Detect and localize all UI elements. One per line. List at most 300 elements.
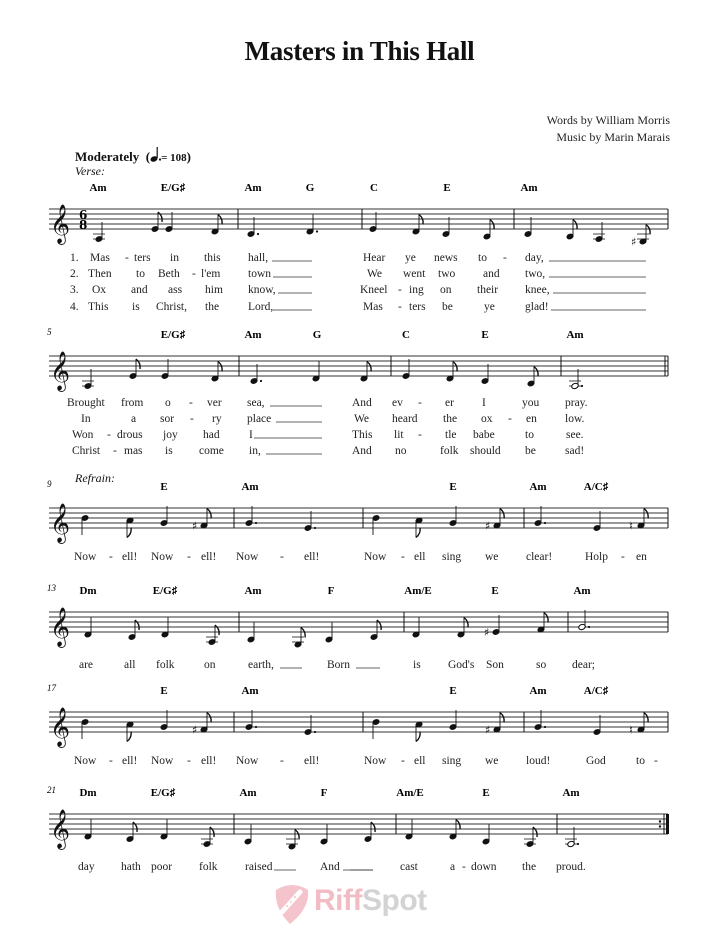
lyric-syllable: a — [450, 861, 456, 873]
lyric-syllable: knee, — [525, 284, 550, 296]
chord-symbol: Am — [529, 685, 547, 697]
lyric-syllable: This — [352, 429, 373, 441]
lyric-syllable: on — [440, 284, 452, 296]
lyric-syllable: folk — [440, 445, 459, 457]
lyric-syllable: - — [401, 755, 405, 767]
lyric-syllable: - — [107, 429, 111, 441]
lyric-syllable: ell! — [201, 551, 217, 563]
lyric-syllable: ev — [392, 397, 403, 409]
lyric-syllable: no — [395, 445, 407, 457]
accidental-icon: ♯ — [192, 519, 198, 533]
lyric-syllable: be — [525, 445, 536, 457]
lyric-syllable: a — [131, 413, 137, 425]
chord-symbol: G — [312, 329, 322, 341]
lyric-syllable: Mas — [90, 252, 110, 264]
lyric-syllable: o — [165, 397, 171, 409]
measure-number: 5 — [47, 327, 52, 337]
lyric-syllable: know, — [248, 284, 276, 296]
lyric-syllable: - — [508, 413, 512, 425]
lyric-syllable: is — [132, 301, 140, 313]
accidental-icon: ♮ — [629, 519, 633, 533]
chord-symbol: E/G♯ — [160, 182, 186, 194]
note — [534, 710, 546, 731]
note — [325, 623, 333, 644]
note — [160, 820, 168, 841]
refrain-label: Refrain: — [75, 471, 115, 485]
lyric-syllable: Son — [486, 659, 504, 671]
note — [449, 820, 460, 841]
lyric-syllable: went — [403, 268, 426, 280]
lyric-syllable: ell! — [304, 551, 320, 563]
staff-system — [49, 182, 668, 313]
note — [247, 623, 255, 644]
chord-symbol: Am/E — [404, 585, 432, 597]
lyric-syllable: ell — [414, 551, 426, 563]
lyric-syllable: the — [443, 413, 458, 425]
treble-clef-icon: 𝄞 — [50, 351, 71, 391]
lyric-syllable: - — [418, 397, 422, 409]
accidental-icon: ♮ — [629, 723, 633, 737]
guitar-pick-logo-icon — [272, 882, 312, 926]
lyric-syllable: loud! — [526, 755, 551, 767]
accidental-icon: ♯ — [631, 235, 637, 249]
note — [192, 509, 211, 533]
lyric-syllable: folk — [156, 659, 175, 671]
chord-symbol: E — [449, 481, 457, 493]
chord-symbol: Dm — [79, 787, 97, 799]
note — [566, 220, 577, 241]
note — [286, 830, 299, 851]
note — [369, 212, 377, 233]
repeat-dot — [659, 820, 661, 822]
lyric-syllable: day, — [525, 252, 544, 264]
lyric-syllable: in, — [249, 445, 261, 457]
lyric-syllable: And — [320, 861, 340, 873]
note — [126, 721, 134, 742]
lyric-syllable: 3. — [70, 284, 79, 296]
lyric-syllable: - — [113, 445, 117, 457]
treble-clef-icon: 𝄞 — [50, 204, 71, 244]
watermark-text: RiffSpot — [314, 884, 427, 917]
measure-number: 13 — [47, 583, 56, 593]
lyric-syllable: - — [401, 551, 405, 563]
lyric-syllable: and — [483, 268, 500, 280]
lyric-syllable: sea, — [247, 397, 265, 409]
lyric-syllable: proud. — [556, 861, 586, 873]
lyric-syllable: is — [165, 445, 173, 457]
staff-system — [47, 683, 668, 767]
lyric-syllable: drous — [117, 429, 143, 441]
lyric-syllable: sing — [442, 551, 462, 563]
lyric-syllable: - — [109, 755, 113, 767]
lyric-syllable: Won — [72, 429, 94, 441]
lyric-syllable: - — [280, 551, 284, 563]
lyric-syllable: day — [78, 861, 95, 873]
chord-symbol: Am — [529, 481, 547, 493]
note — [250, 364, 262, 385]
note — [211, 215, 222, 236]
note — [160, 506, 168, 527]
note — [565, 827, 579, 848]
chord-symbol: G — [305, 182, 315, 194]
lyric-syllable: This — [88, 301, 109, 313]
staff-system — [47, 785, 669, 873]
lyric-syllable: mas — [124, 445, 143, 457]
chord-symbol: E — [491, 585, 499, 597]
lyric-syllable: so — [536, 659, 547, 671]
chord-symbol: Am — [244, 585, 262, 597]
lyric-syllable: to — [636, 755, 645, 767]
lyric-syllable: you — [522, 397, 540, 409]
lyric-syllable: ell! — [122, 755, 138, 767]
chord-symbol: E/G♯ — [150, 787, 176, 799]
note — [524, 217, 532, 238]
lyric-syllable: ye — [405, 252, 416, 264]
note — [527, 367, 538, 388]
lyric-syllable: be — [442, 301, 453, 313]
note — [201, 827, 214, 848]
lyric-syllable: cast — [400, 861, 418, 873]
staff-system — [47, 583, 668, 671]
note — [629, 509, 648, 533]
lyric-syllable: ell! — [201, 755, 217, 767]
lyric-syllable: - — [280, 755, 284, 767]
lyric-syllable: - — [398, 301, 402, 313]
note — [206, 625, 219, 646]
note — [449, 710, 457, 731]
note — [485, 713, 504, 737]
note — [84, 618, 92, 639]
chord-symbol: C — [370, 182, 378, 194]
music-credit: Music by Marin Marais — [556, 130, 670, 144]
note — [82, 369, 94, 390]
chord-symbol: Am — [239, 787, 257, 799]
lyric-syllable: Now — [74, 551, 97, 563]
chord-symbol: F — [320, 787, 328, 799]
note — [534, 506, 546, 527]
note — [457, 618, 468, 639]
treble-clef-icon: 𝄞 — [50, 503, 71, 543]
note — [412, 618, 420, 639]
lyric-syllable: 2. — [70, 268, 79, 280]
tempo-label: Moderately — [75, 149, 140, 164]
note — [481, 364, 489, 385]
lyric-syllable: Now — [151, 551, 174, 563]
lyric-syllable: and — [131, 284, 148, 296]
lyric-syllable: glad! — [525, 301, 549, 313]
chord-symbol: Am — [562, 787, 580, 799]
note — [482, 825, 490, 846]
lyric-syllable: Holp — [585, 551, 608, 563]
measure-number: 9 — [47, 479, 52, 489]
lyric-syllable: We — [354, 413, 370, 425]
note — [415, 721, 423, 742]
time-sig-bottom: 8 — [79, 218, 88, 232]
lyric-syllable: ox — [481, 413, 493, 425]
chord-symbol: Am/E — [396, 787, 424, 799]
lyric-syllable: Now — [364, 551, 387, 563]
lyric-syllable: er — [445, 397, 454, 409]
lyric-syllable: I — [482, 397, 486, 409]
lyric-syllable: ry — [212, 413, 222, 425]
lyric-syllable: We — [367, 268, 383, 280]
lyric-syllable: the — [205, 301, 220, 313]
note — [593, 511, 601, 532]
lyric-syllable: to — [136, 268, 145, 280]
lyric-syllable: sing — [442, 755, 462, 767]
lyric-syllable: - — [190, 413, 194, 425]
lyric-syllable: en — [526, 413, 537, 425]
lyric-syllable: ters — [409, 301, 426, 313]
chord-symbol: Am — [520, 182, 538, 194]
note — [245, 710, 257, 731]
lyric-syllable: this — [204, 252, 221, 264]
lyric-syllable: ye — [484, 301, 495, 313]
note — [372, 514, 380, 535]
lyric-syllable: place — [247, 413, 272, 425]
time-sig-top: 6 — [79, 208, 88, 222]
chord-symbol: E/G♯ — [160, 329, 186, 341]
lyric-syllable: - — [192, 268, 196, 280]
note — [84, 820, 92, 841]
lyric-syllable: en — [636, 551, 647, 563]
chord-symbol: E — [160, 481, 168, 493]
note — [161, 618, 169, 639]
note — [244, 825, 252, 846]
lyric-syllable: hall, — [248, 252, 269, 264]
treble-clef-icon: 𝄞 — [50, 809, 71, 849]
note — [569, 369, 583, 390]
chord-symbol: E — [481, 329, 489, 341]
lyric-syllable: him — [205, 284, 223, 296]
lyric-syllable: poor — [151, 861, 173, 873]
chord-symbol: Am — [89, 182, 107, 194]
tempo-marking: Moderately ( = 108) — [75, 149, 191, 164]
accidental-icon: ♯ — [192, 723, 198, 737]
lyric-syllable: ell — [414, 755, 426, 767]
lyric-syllable: earth, — [248, 659, 274, 671]
lyric-syllable: l'em — [201, 268, 221, 280]
lyric-syllable: Now — [74, 755, 97, 767]
lyric-syllable: folk — [199, 861, 218, 873]
lyric-syllable: had — [203, 429, 220, 441]
lyric-syllable: - — [418, 429, 422, 441]
note — [364, 822, 375, 843]
note — [247, 217, 259, 238]
lyric-syllable: Born — [327, 659, 350, 671]
lyric-syllable: pray. — [565, 397, 588, 409]
chord-symbol: Am — [244, 182, 262, 194]
note — [483, 220, 494, 241]
lyric-syllable: to — [478, 252, 487, 264]
accidental-icon: ♯ — [485, 723, 491, 737]
lyric-syllable: we — [485, 551, 499, 563]
chord-symbol: A/C♯ — [583, 685, 609, 697]
lyric-syllable: two, — [525, 268, 546, 280]
lyric-syllable: is — [413, 659, 421, 671]
lyric-syllable: Then — [88, 268, 112, 280]
lyric-syllable: - — [109, 551, 113, 563]
lyric-syllable: I — [249, 429, 253, 441]
accidental-icon: ♯ — [485, 519, 491, 533]
lyric-syllable: all — [124, 659, 136, 671]
repeat-dot — [659, 825, 661, 827]
lyric-syllable: Now — [236, 551, 259, 563]
lyric-syllable: ing — [409, 284, 424, 296]
lyric-syllable: heard — [392, 413, 418, 425]
note — [442, 217, 450, 238]
lyric-syllable: Christ — [72, 445, 101, 457]
chord-symbol: C — [402, 329, 410, 341]
lyric-syllable: ell! — [122, 551, 138, 563]
lyric-syllable: babe — [473, 429, 495, 441]
note — [360, 362, 371, 383]
note — [320, 825, 328, 846]
words-credit: Words by William Morris — [546, 113, 670, 127]
lyric-syllable: tle — [445, 429, 457, 441]
lyric-syllable: clear! — [526, 551, 553, 563]
note — [312, 362, 320, 383]
lyric-syllable: Kneel — [360, 284, 388, 296]
lyric-syllable: - — [462, 861, 466, 873]
chord-symbol: E — [443, 182, 451, 194]
note — [292, 628, 305, 649]
chord-symbol: E — [449, 685, 457, 697]
note — [372, 718, 380, 739]
lyric-syllable: Hear — [363, 252, 386, 264]
lyric-syllable: two — [438, 268, 456, 280]
lyric-syllable: on — [204, 659, 216, 671]
lyric-syllable: sor — [160, 413, 175, 425]
measure-number: 17 — [47, 683, 56, 693]
note — [370, 620, 381, 641]
song-title: Masters in This Hall — [244, 36, 475, 66]
note — [93, 222, 105, 243]
lyric-syllable: joy — [163, 429, 178, 441]
chord-symbol: Am — [241, 481, 259, 493]
treble-clef-icon: 𝄞 — [50, 607, 71, 647]
lyric-syllable: God — [586, 755, 606, 767]
note — [126, 822, 137, 843]
chord-symbol: Am — [566, 329, 584, 341]
lyric-syllable: And — [352, 397, 372, 409]
lyric-syllable: low. — [565, 413, 585, 425]
note — [485, 509, 504, 533]
lyric-syllable: - — [621, 551, 625, 563]
lyric-syllable: Now — [364, 755, 387, 767]
lyric-syllable: down — [471, 861, 497, 873]
lyric-syllable: Ox — [92, 284, 107, 296]
staff-system — [47, 327, 668, 457]
lyric-syllable: - — [125, 252, 129, 264]
lyric-syllable: 4. — [70, 301, 79, 313]
note — [412, 215, 423, 236]
lyric-syllable: Christ, — [156, 301, 187, 313]
lyric-syllable: come — [199, 445, 224, 457]
note — [161, 359, 169, 380]
note — [405, 820, 413, 841]
lyric-syllable: in — [170, 252, 179, 264]
note — [593, 715, 601, 736]
lyric-syllable: ver — [207, 397, 222, 409]
lyric-syllable: - — [398, 284, 402, 296]
lyric-syllable: should — [470, 445, 501, 457]
note — [593, 222, 605, 243]
chord-symbol: Am — [573, 585, 591, 597]
measure-number: 21 — [47, 785, 56, 795]
staff-system — [47, 479, 668, 563]
tempo-paren-open: ( — [142, 149, 151, 164]
note — [126, 517, 134, 538]
note — [81, 514, 89, 535]
lyric-syllable: hath — [121, 861, 141, 873]
lyric-syllable: see. — [566, 429, 584, 441]
lyric-syllable: from — [121, 397, 144, 409]
lyric-syllable: And — [352, 445, 372, 457]
chord-symbol: Dm — [79, 585, 97, 597]
final-barline — [666, 814, 669, 834]
note — [524, 827, 537, 848]
note — [128, 620, 139, 641]
lyric-syllable: Brought — [67, 397, 105, 409]
lyric-syllable: lit — [394, 429, 404, 441]
lyric-syllable: 1. — [70, 252, 79, 264]
lyric-syllable: ters — [134, 252, 151, 264]
note — [165, 212, 173, 233]
lyric-syllable: Beth — [158, 268, 180, 280]
note — [631, 225, 650, 249]
lyric-syllable: town — [248, 268, 271, 280]
lyric-syllable: - — [189, 397, 193, 409]
note — [415, 517, 423, 538]
lyric-syllable: Lord, — [248, 301, 274, 313]
note — [192, 713, 211, 737]
note — [629, 713, 648, 737]
treble-clef-icon: 𝄞 — [50, 707, 71, 747]
lyric-syllable: Now — [236, 755, 259, 767]
lyric-syllable: sad! — [565, 445, 585, 457]
lyric-syllable: raised — [245, 861, 273, 873]
lyric-syllable: dear; — [572, 659, 595, 671]
chord-symbol: E — [160, 685, 168, 697]
lyric-syllable: God's — [448, 659, 475, 671]
chord-symbol: Am — [241, 685, 259, 697]
lyric-syllable: ell! — [304, 755, 320, 767]
lyric-syllable: ass — [168, 284, 183, 296]
lyric-syllable: - — [187, 551, 191, 563]
lyric-syllable: news — [434, 252, 458, 264]
chord-symbol: Am — [244, 329, 262, 341]
verse-label: Verse: — [75, 164, 105, 178]
note — [304, 715, 316, 736]
note — [449, 506, 457, 527]
chord-symbol: F — [327, 585, 335, 597]
lyric-syllable: Mas — [363, 301, 383, 313]
chord-symbol: E — [482, 787, 490, 799]
accidental-icon: ♯ — [484, 626, 490, 639]
note — [537, 613, 548, 634]
lyric-syllable: - — [187, 755, 191, 767]
chord-symbol: E/G♯ — [152, 585, 178, 597]
note — [245, 506, 257, 527]
lyric-syllable: are — [79, 659, 94, 671]
chord-symbol: A/C♯ — [583, 481, 609, 493]
note — [446, 362, 457, 383]
lyric-syllable: their — [477, 284, 499, 296]
lyric-syllable: - — [654, 755, 658, 767]
note — [402, 359, 410, 380]
lyric-syllable: to — [525, 429, 534, 441]
